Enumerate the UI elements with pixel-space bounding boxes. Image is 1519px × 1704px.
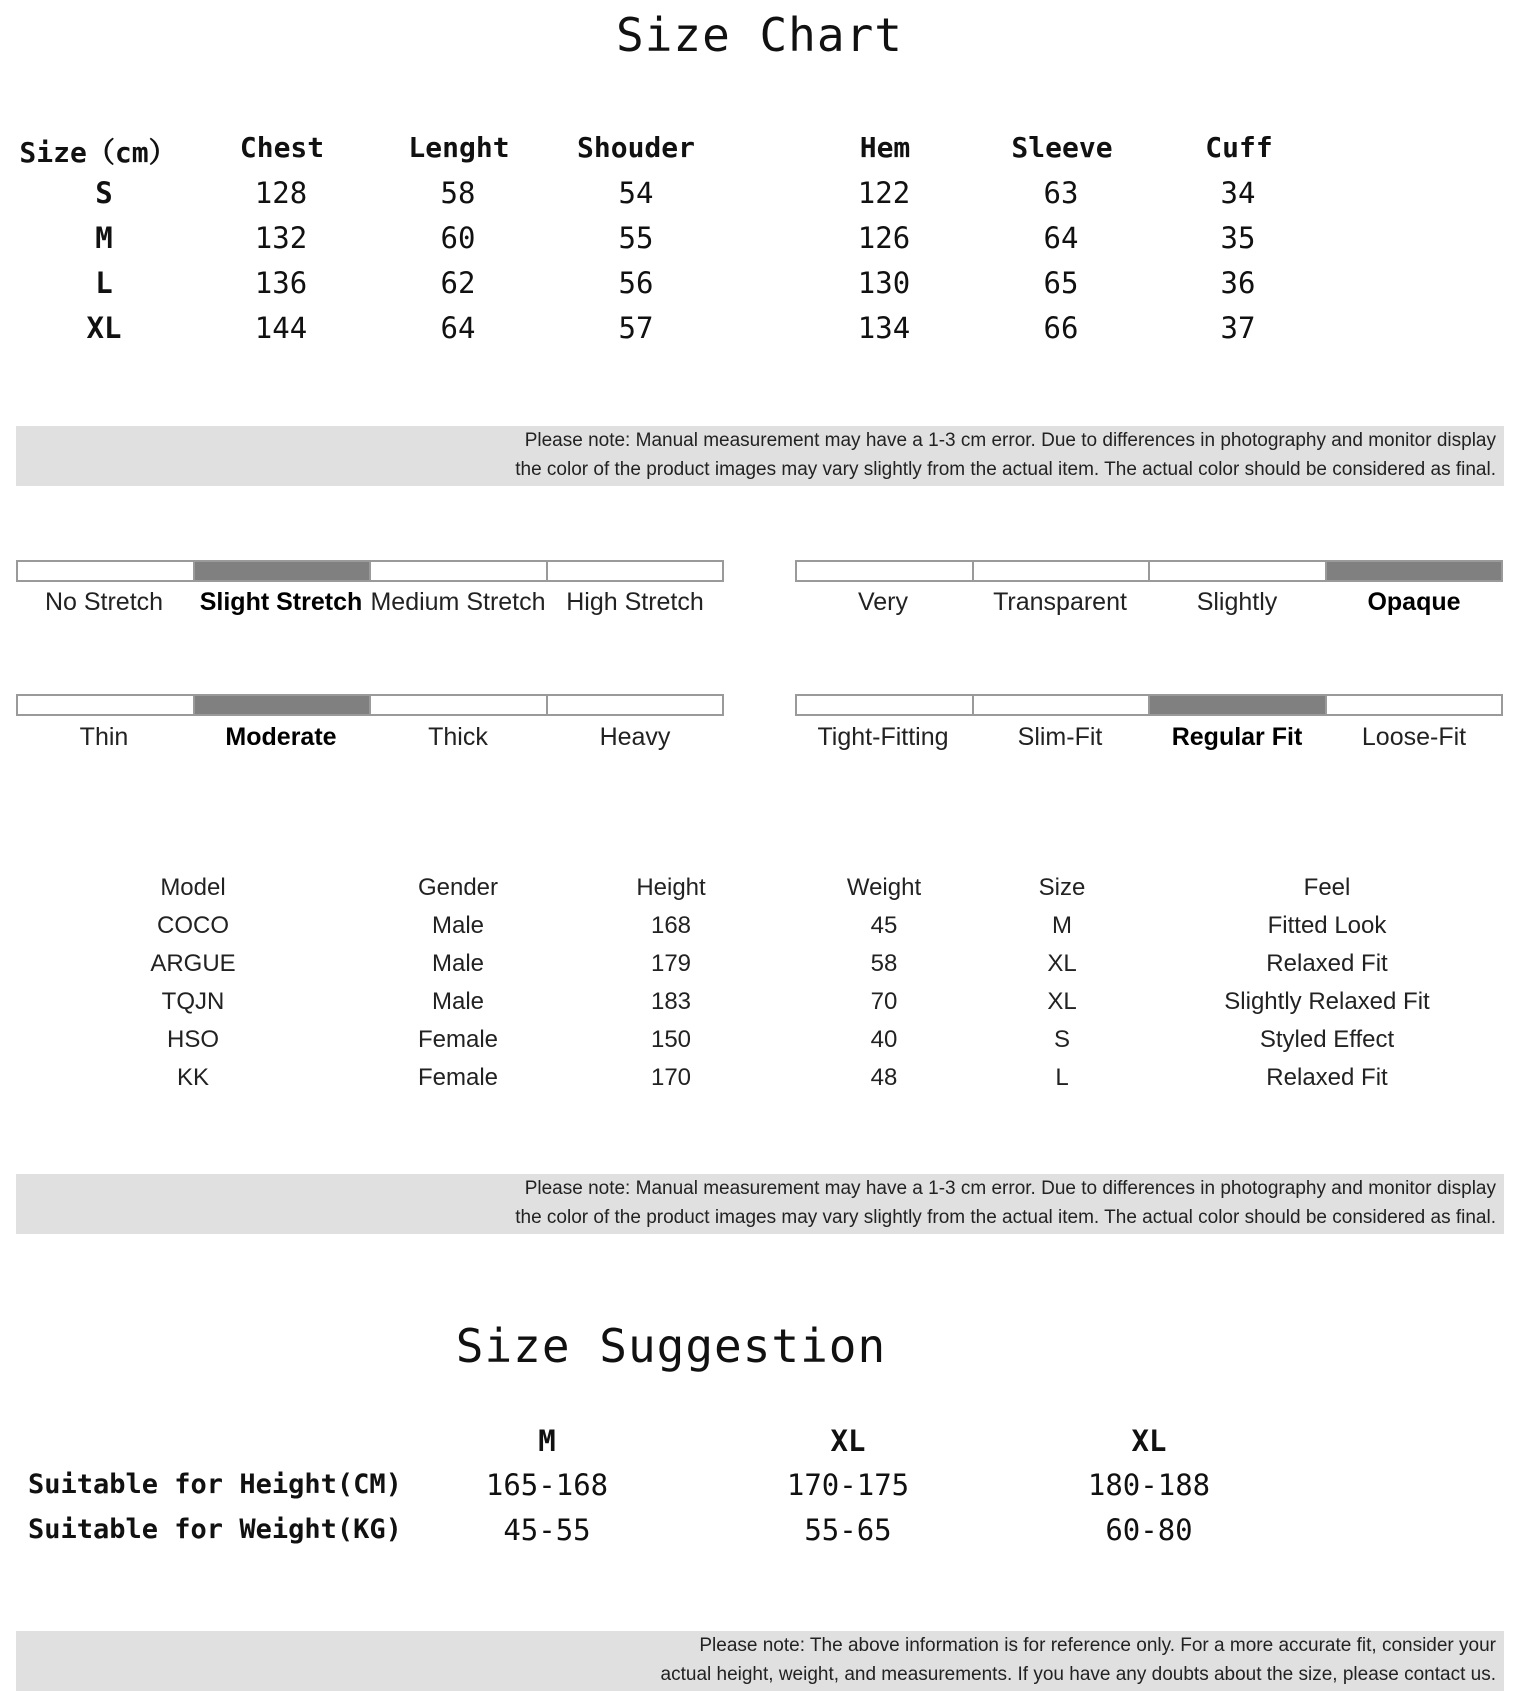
opacity-label: Opaque	[1367, 588, 1461, 616]
model-name-cell: KK	[176, 1064, 210, 1091]
gender-cell: Male	[431, 950, 485, 977]
measurement-note	[16, 426, 1504, 486]
height-cell: 170	[650, 1064, 692, 1091]
feel-cell: Relaxed Fit	[1266, 950, 1388, 977]
model-size-cell: XL	[1047, 988, 1077, 1015]
weight-cell: 48	[870, 1064, 898, 1091]
stretch-label: No Stretch	[44, 588, 164, 616]
sleeve-cell: 64	[1043, 221, 1079, 255]
height-row-label: Suitable for Height(CM)	[28, 1469, 402, 1500]
height-cell: 168	[650, 912, 692, 939]
note-line: Please note: The above information is for reference only. For a more accurate fit, consider your	[699, 1635, 1496, 1656]
gender-cell: Female	[417, 1026, 499, 1053]
size-header-cell: Lenght	[408, 131, 510, 164]
shoulder-cell: 57	[618, 311, 654, 345]
stretch-segment	[548, 562, 723, 580]
opacity-segment	[1327, 562, 1502, 580]
stretch-segment	[195, 562, 372, 580]
size-cell: M	[95, 221, 113, 255]
length-cell: 64	[440, 311, 476, 345]
length-cell: 58	[440, 176, 476, 210]
thickness-segment	[371, 696, 548, 714]
feel-cell: Fitted Look	[1267, 912, 1387, 939]
model-size-cell: M	[1052, 912, 1072, 939]
model-header-cell: Gender	[417, 874, 499, 901]
opacity-label: Very	[857, 588, 909, 616]
shoulder-cell: 54	[618, 176, 654, 210]
model-header-cell: Feel	[1303, 874, 1351, 901]
opacity-label: Slightly	[1196, 588, 1278, 616]
cuff-cell: 34	[1220, 176, 1256, 210]
thickness-label: Thin	[79, 723, 129, 751]
reference-note	[16, 1631, 1504, 1691]
chest-cell: 136	[254, 266, 308, 300]
weight-range-cell: 45-55	[503, 1513, 591, 1547]
model-size-cell: L	[1055, 1064, 1069, 1091]
stretch-label: High Stretch	[566, 588, 704, 616]
suggestion-size-cell: XL	[830, 1424, 866, 1458]
model-header-cell: Size	[1038, 874, 1086, 901]
fit-bar	[795, 694, 1503, 716]
note-line: Please note: Manual measurement may have a 1-3 cm error. Due to differences in photography and monitor display	[524, 1178, 1496, 1199]
weight-cell: 40	[870, 1026, 898, 1053]
note-line: the color of the product images may vary slightly from the actual item. The actual color should be considered as final.	[515, 459, 1496, 480]
size-suggestion-title: Size Suggestion	[455, 1319, 887, 1373]
hem-cell: 122	[857, 176, 911, 210]
model-name-cell: ARGUE	[150, 950, 236, 977]
opacity-segment	[974, 562, 1151, 580]
height-range-cell: 165-168	[485, 1468, 609, 1502]
size-cell: XL	[86, 311, 122, 345]
stretch-label: Medium Stretch	[370, 588, 546, 616]
model-header-cell: Height	[636, 874, 706, 901]
weight-range-cell: 60-80	[1105, 1513, 1193, 1547]
height-cell: 183	[650, 988, 692, 1015]
size-cell: S	[95, 176, 113, 210]
size-header-cell: Chest	[239, 131, 325, 164]
measurement-note	[16, 1174, 1504, 1234]
weight-cell: 58	[870, 950, 898, 977]
fit-segment	[797, 696, 974, 714]
suggestion-size-cell: M	[538, 1424, 556, 1458]
opacity-label: Transparent	[993, 588, 1127, 616]
weight-row-label: Suitable for Weight(KG)	[28, 1514, 402, 1545]
thickness-label: Heavy	[599, 723, 671, 751]
sleeve-cell: 63	[1043, 176, 1079, 210]
fit-label: Loose-Fit	[1361, 723, 1467, 751]
fit-segment	[1150, 696, 1327, 714]
thickness-label: Moderate	[225, 723, 337, 751]
size-cell: L	[95, 266, 113, 300]
hem-cell: 126	[857, 221, 911, 255]
fit-label: Tight-Fitting	[817, 723, 949, 751]
note-line: the color of the product images may vary slightly from the actual item. The actual color should be considered as final.	[515, 1207, 1496, 1228]
size-header-cell: Size（cm）	[19, 136, 177, 169]
stretch-bar	[16, 560, 724, 582]
weight-cell: 70	[870, 988, 898, 1015]
opacity-segment	[1150, 562, 1327, 580]
size-header-cell: Shouder	[576, 131, 696, 164]
chest-cell: 128	[254, 176, 308, 210]
model-size-cell: XL	[1047, 950, 1077, 977]
feel-cell: Slightly Relaxed Fit	[1224, 988, 1430, 1015]
size-header-cell: Hem	[859, 131, 911, 164]
feel-cell: Relaxed Fit	[1266, 1064, 1388, 1091]
height-range-cell: 180-188	[1087, 1468, 1211, 1502]
fit-label: Regular Fit	[1171, 723, 1303, 751]
weight-cell: 45	[870, 912, 898, 939]
model-size-cell: S	[1053, 1026, 1071, 1053]
feel-cell: Styled Effect	[1259, 1026, 1395, 1053]
note-line: actual height, weight, and measurements. If you have any doubts about the size, please contact us.	[660, 1664, 1496, 1685]
thickness-segment	[195, 696, 372, 714]
size-header-cell: Sleeve	[1011, 131, 1113, 164]
thickness-segment	[18, 696, 195, 714]
model-name-cell: HSO	[166, 1026, 220, 1053]
stretch-segment	[371, 562, 548, 580]
model-header-cell: Weight	[846, 874, 922, 901]
length-cell: 60	[440, 221, 476, 255]
size-header-cell: Cuff	[1205, 131, 1273, 164]
height-cell: 150	[650, 1026, 692, 1053]
stretch-label: Slight Stretch	[199, 588, 363, 616]
fit-segment	[974, 696, 1151, 714]
sleeve-cell: 66	[1043, 311, 1079, 345]
model-name-cell: COCO	[157, 912, 229, 939]
shoulder-cell: 56	[618, 266, 654, 300]
suggestion-size-cell: XL	[1131, 1424, 1167, 1458]
thickness-segment	[548, 696, 723, 714]
cuff-cell: 35	[1220, 221, 1256, 255]
fit-label: Slim-Fit	[1017, 723, 1103, 751]
height-range-cell: 170-175	[786, 1468, 910, 1502]
cuff-cell: 36	[1220, 266, 1256, 300]
note-line: Please note: Manual measurement may have a 1-3 cm error. Due to differences in photography and monitor display	[524, 430, 1496, 451]
hem-cell: 130	[857, 266, 911, 300]
model-name-cell: TQJN	[161, 988, 225, 1015]
height-cell: 179	[650, 950, 692, 977]
opacity-segment	[797, 562, 974, 580]
thickness-bar	[16, 694, 724, 716]
fit-segment	[1327, 696, 1502, 714]
length-cell: 62	[440, 266, 476, 300]
stretch-segment	[18, 562, 195, 580]
gender-cell: Female	[417, 1064, 499, 1091]
model-header-cell: Model	[160, 874, 226, 901]
gender-cell: Male	[431, 988, 485, 1015]
size-chart-title: Size Chart	[616, 8, 903, 62]
chest-cell: 132	[254, 221, 308, 255]
weight-range-cell: 55-65	[804, 1513, 892, 1547]
gender-cell: Male	[431, 912, 485, 939]
chest-cell: 144	[254, 311, 308, 345]
opacity-bar	[795, 560, 1503, 582]
sleeve-cell: 65	[1043, 266, 1079, 300]
hem-cell: 134	[857, 311, 911, 345]
shoulder-cell: 55	[618, 221, 654, 255]
cuff-cell: 37	[1220, 311, 1256, 345]
thickness-label: Thick	[428, 723, 488, 751]
